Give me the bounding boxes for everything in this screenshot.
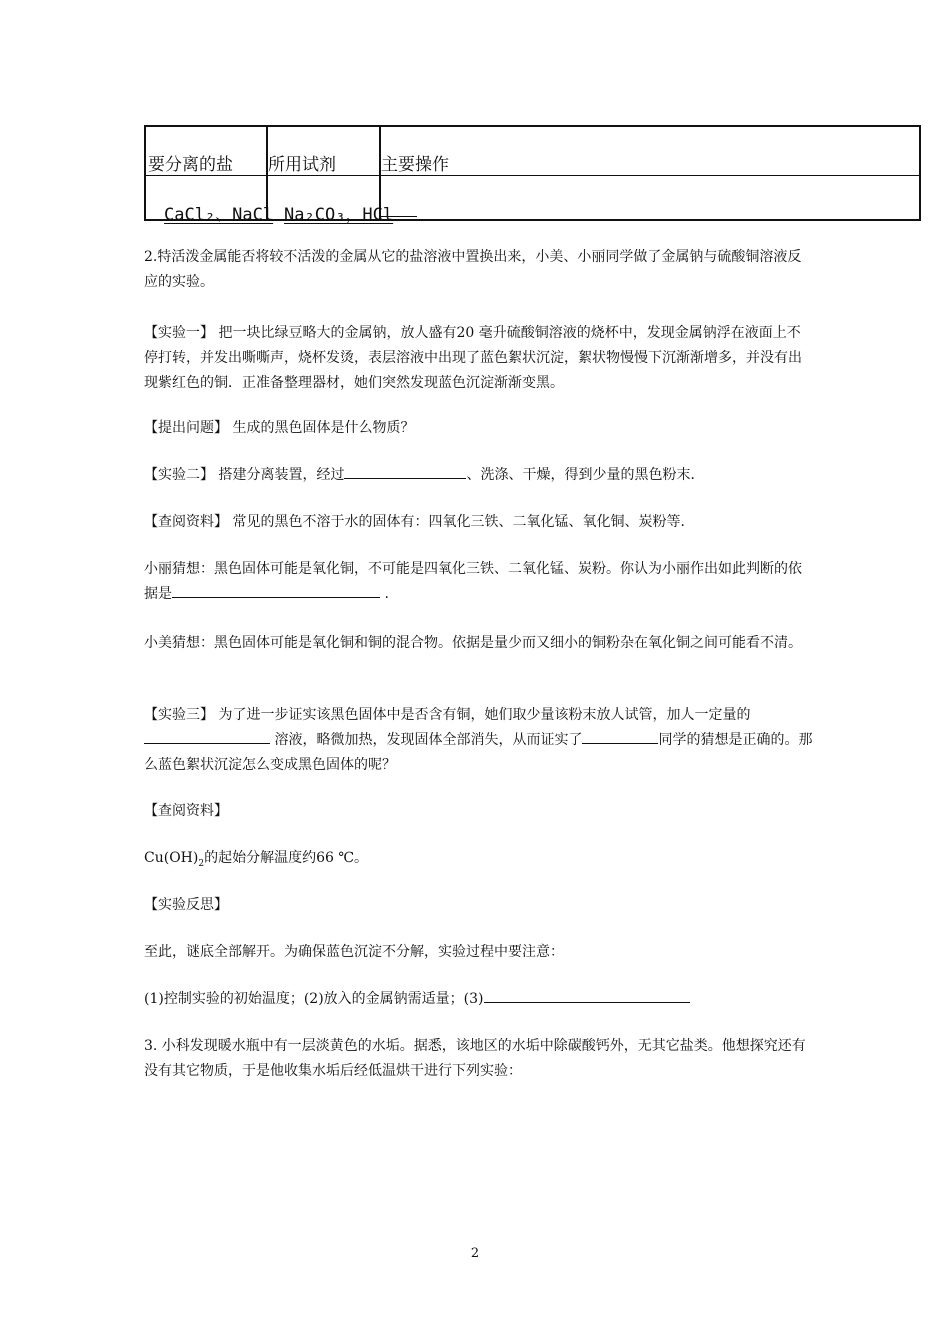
exp3-text-a: 【实验三】 为了进一步证实该黑色固体中是否含有铜，她们取少量该粉末放人试管，加人一定量的: [144, 707, 751, 723]
separation-table: [144, 125, 921, 225]
q2-question: 【提出问题】 生成的黑色固体是什么物质？: [144, 420, 415, 436]
header-salt: 要分离的盐: [148, 155, 233, 175]
q2-xiaomei-guess: 小美猜想：黑色固体可能是氧化铜和铜的混合物。依据是量少而又细小的铜粉杂在氧化铜之间可能看不清。: [144, 635, 802, 651]
q2-conclusion: 至此，谜底全部解开。为确保蓝色沉淀不分解，实验过程中要注意：: [144, 944, 564, 960]
cuoh2-text: 的起始分解温度约66 ℃。: [204, 850, 369, 866]
q2-xiaoli-guess: [144, 557, 814, 607]
cell-salt: CaCl₂、NaCl: [164, 205, 274, 225]
header-operation: 主要操作: [381, 155, 449, 175]
table-divider: [379, 127, 381, 219]
page-number: 2: [470, 1246, 480, 1261]
exp3-text-c: 同学的猜想是正确的。那么蓝色絮状沉淀怎么变成黑色固体的呢？: [144, 732, 813, 773]
q2-intro: 2.特活泼金属能否将较不活泼的金属从它的盐溶液中置换出来，小美、小丽同学做了金属钠与硫酸铜溶液反应的实验。: [144, 249, 802, 290]
cell-reagent: Na₂CO₃，HCl: [284, 205, 394, 225]
table-header-row: [146, 127, 919, 176]
notes-text: (1)控制实验的初始温度；(2)放入的金属钠需适量；(3): [144, 991, 484, 1007]
exp3-solution-blank-input[interactable]: [144, 729, 270, 744]
header-reagent: 所用试剂: [268, 155, 336, 175]
xiaoli-text-post: .: [380, 586, 389, 602]
exp2-blank-input[interactable]: [344, 464, 466, 479]
exp2-text-post: 、洗涤、干燥，得到少量的黑色粉末．: [466, 467, 705, 483]
exp3-text-b: 溶液，略微加热，发现固体全部消失，从而证实了: [270, 732, 583, 748]
q2-experiment-2: [144, 463, 814, 488]
exp3-student-blank-input[interactable]: [582, 729, 658, 744]
table-divider: [266, 127, 268, 219]
table-row: [146, 176, 919, 225]
cell-operation-blank: [381, 216, 417, 217]
notes-blank-input[interactable]: [484, 988, 690, 1003]
xiaoli-blank-input[interactable]: [172, 583, 380, 598]
cuoh2-subscript: 2: [198, 858, 205, 869]
exp2-text-pre: 【实验二】 搭建分离装置，经过: [144, 467, 345, 483]
q2-reflection: 【实验反思】: [144, 897, 228, 913]
q3-intro: 3. 小科发现暖水瓶中有一层淡黄色的水垢。据悉，该地区的水垢中除碳酸钙外，无其它盐类。他想探究还有没有其它物质，于是他收集水垢后经低温烘干进行下列实验：: [144, 1038, 806, 1079]
q2-experiment-1: 【实验一】 把一块比绿豆略大的金属钠，放人盛有20 毫升硫酸铜溶液的烧杯中，发现金属钠浮在液面上不停打转，并发出嘶嘶声，烧杯发烫，表层溶液中出现了蓝色絮状沉淀，絮状物慢慢下沉渐渐增多，并没有出现紫红色的铜．正准备整理器材，她们突然发现蓝色沉淀渐渐变黑。: [144, 325, 802, 391]
q2-notes: [144, 987, 814, 1012]
q2-experiment-3: [144, 703, 814, 778]
q2-lookup-1: 【查阅资料】 常见的黑色不溶于水的固体有：四氧化三铁、二氧化锰、氧化铜、炭粉等．: [144, 514, 695, 530]
q2-cuoh2-fact: [144, 846, 814, 877]
q2-lookup-2: 【查阅资料】: [144, 803, 228, 819]
xiaoli-text-pre: 小丽猜想：黑色固体可能是氧化铜，不可能是四氧化三铁、二氧化锰、炭粉。你认为小丽作出如此判断的依据是: [144, 561, 802, 602]
cuoh2-formula: Cu(OH): [144, 850, 199, 866]
